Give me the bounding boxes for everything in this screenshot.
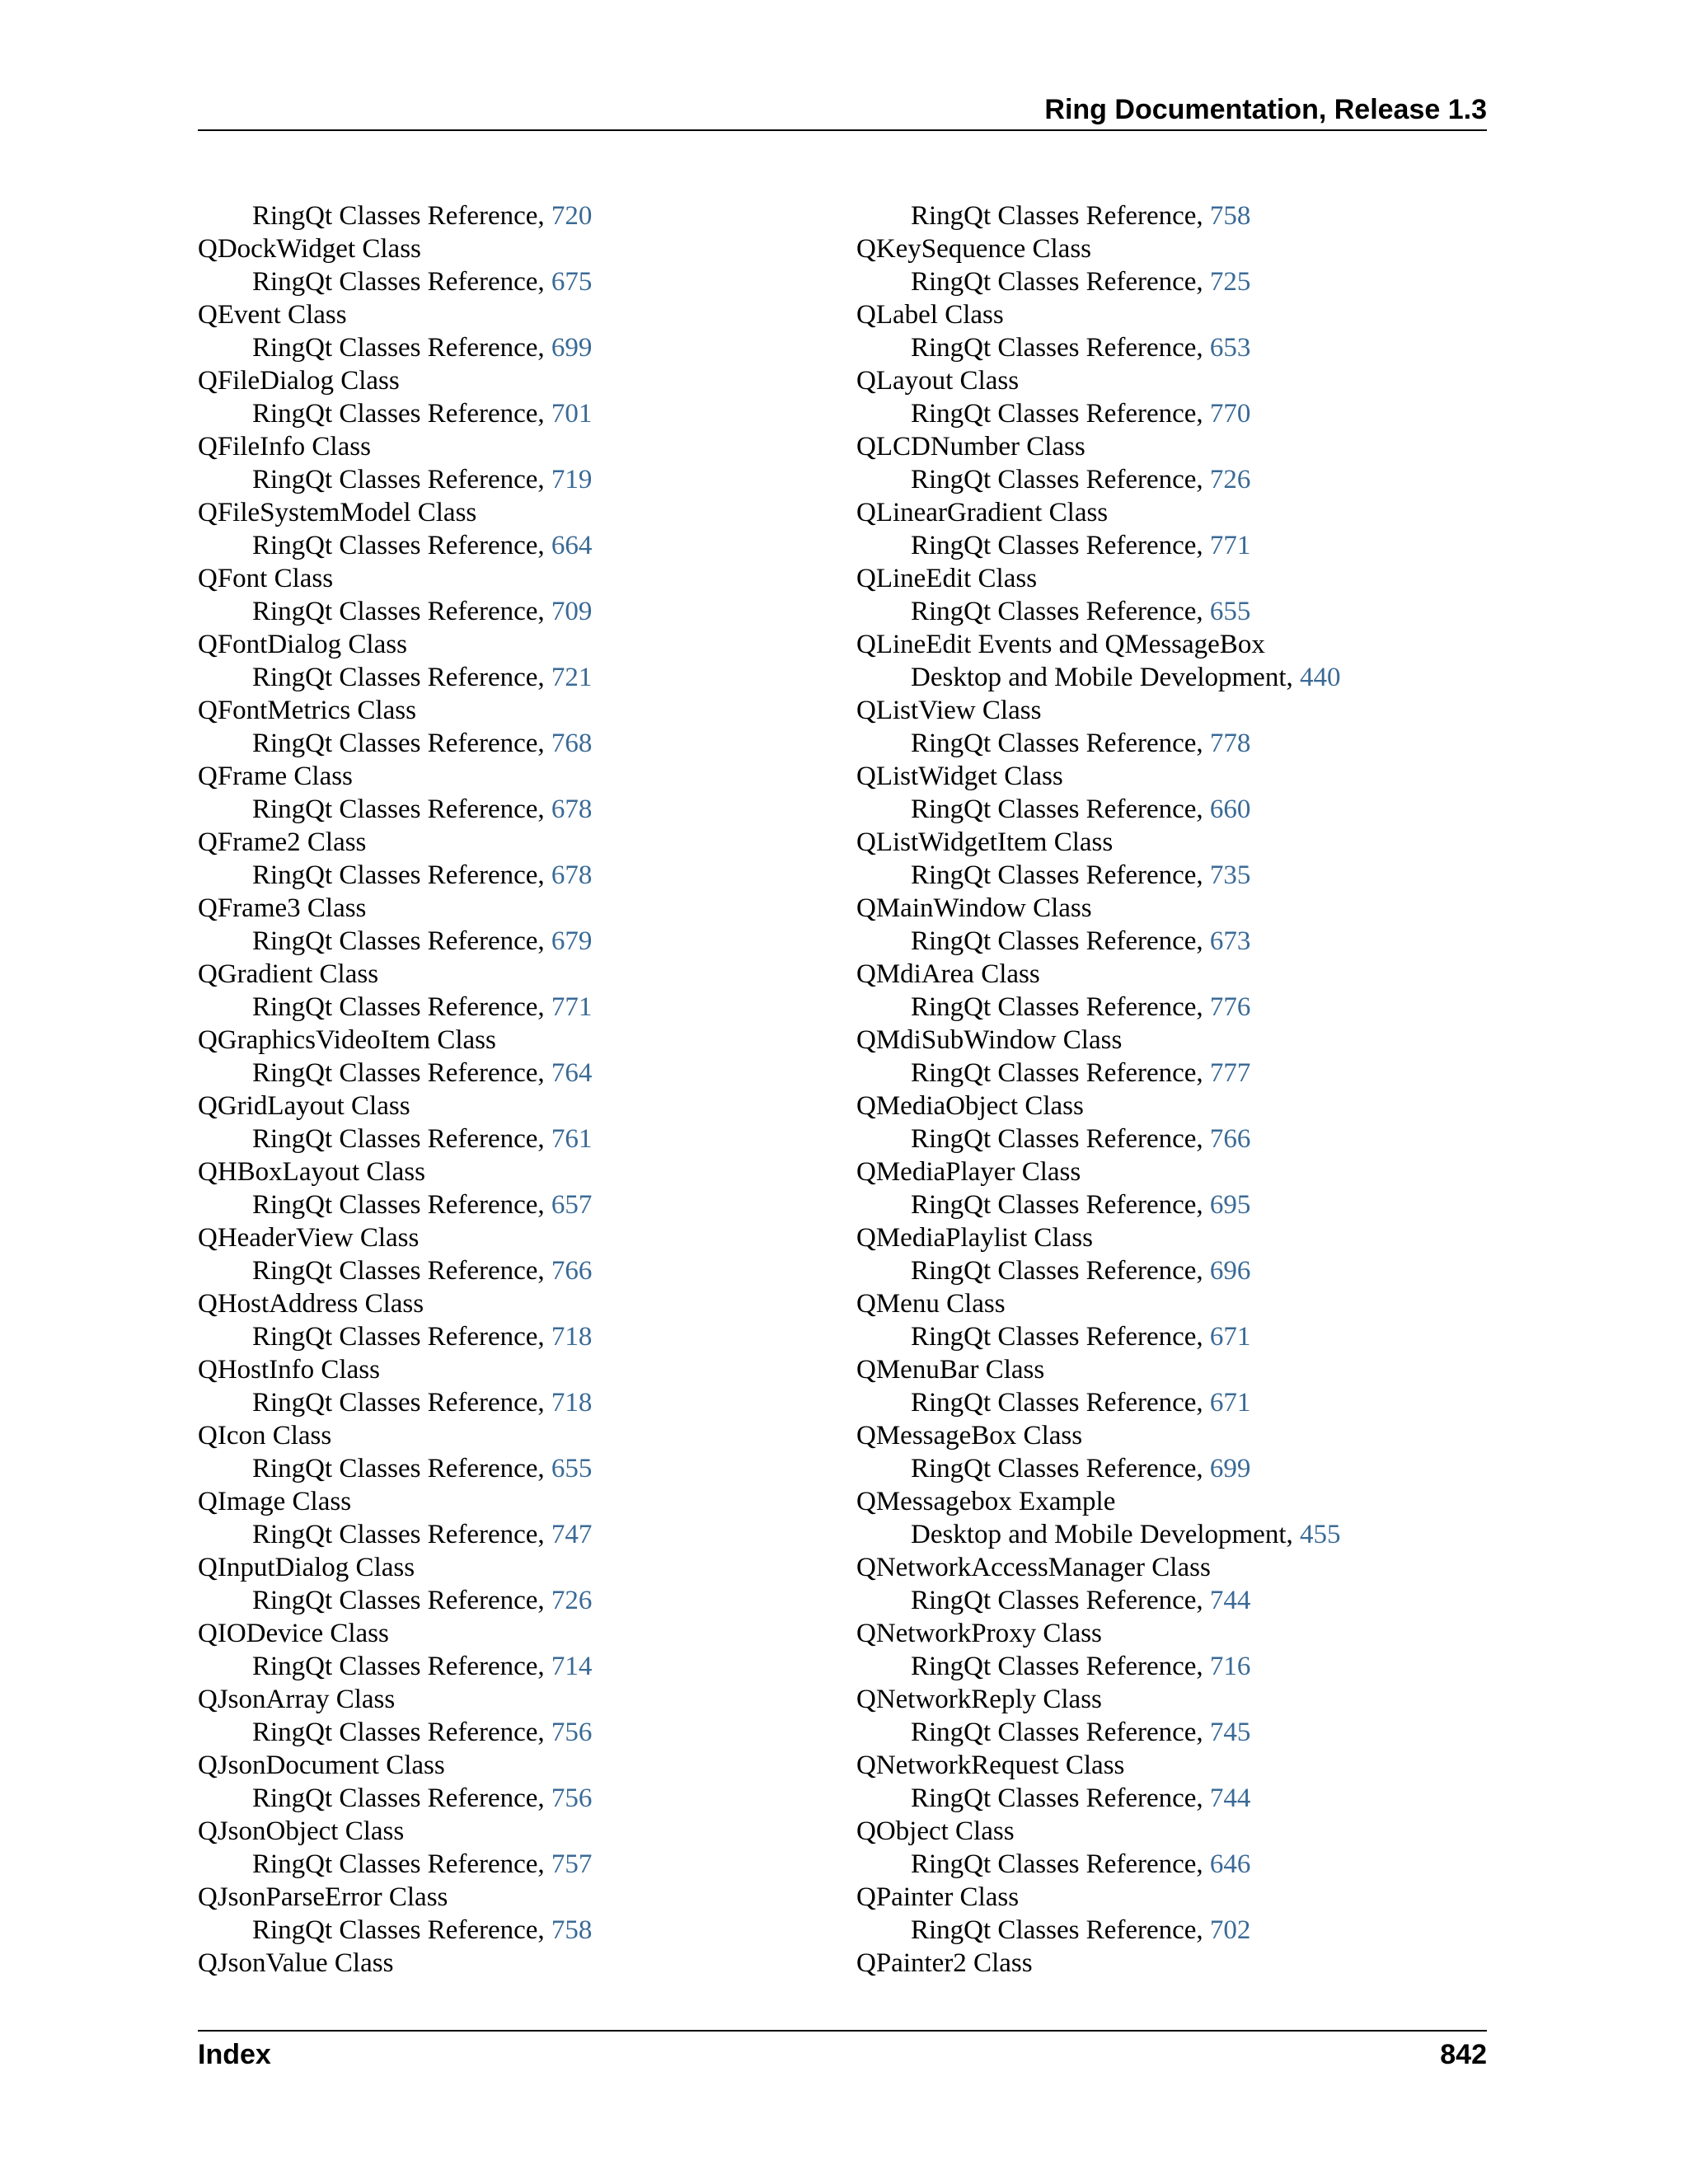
index-reference xyxy=(856,1452,1341,1485)
reference-label: RingQt Classes Reference, xyxy=(911,926,1210,956)
index-column-left xyxy=(198,199,592,1980)
index-reference xyxy=(198,1452,592,1485)
page-link[interactable]: 455 xyxy=(1300,1520,1341,1549)
index-reference xyxy=(198,463,592,496)
index-reference xyxy=(198,595,592,628)
index-reference xyxy=(856,859,1341,892)
reference-label: RingQt Classes Reference, xyxy=(911,465,1210,494)
index-entry: QHBoxLayout Class xyxy=(198,1157,425,1187)
index-reference xyxy=(856,793,1341,826)
reference-label: RingQt Classes Reference, xyxy=(911,992,1210,1022)
index-entry: QMdiArea Class xyxy=(856,959,1040,989)
index-reference xyxy=(856,463,1341,496)
index-column-right xyxy=(856,199,1341,1980)
index-reference xyxy=(856,1254,1341,1287)
reference-label: RingQt Classes Reference, xyxy=(252,992,551,1022)
page-link[interactable]: 721 xyxy=(551,663,593,692)
footer-rule xyxy=(198,2030,1487,2032)
reference-label: RingQt Classes Reference, xyxy=(252,267,551,297)
index-entry: QJsonParseError Class xyxy=(198,1882,448,1912)
index-reference xyxy=(198,1122,592,1155)
reference-label: RingQt Classes Reference, xyxy=(252,1322,551,1352)
page-link[interactable]: 671 xyxy=(1209,1322,1251,1352)
page-link[interactable]: 655 xyxy=(551,1454,593,1483)
footer-section-label: Index xyxy=(198,2039,271,2070)
index-reference xyxy=(198,199,592,232)
reference-label: RingQt Classes Reference, xyxy=(252,201,551,231)
page-link[interactable]: 726 xyxy=(1209,465,1251,494)
reference-label: RingQt Classes Reference, xyxy=(911,1915,1210,1945)
header-rule xyxy=(198,129,1487,131)
index-reference xyxy=(856,1650,1341,1683)
reference-label: RingQt Classes Reference, xyxy=(911,201,1210,231)
index-entry: QMainWindow Class xyxy=(856,893,1092,923)
page-link[interactable]: 657 xyxy=(551,1190,593,1220)
reference-label: RingQt Classes Reference, xyxy=(911,729,1210,758)
page-link[interactable]: 673 xyxy=(1209,926,1251,956)
index-reference xyxy=(856,595,1341,628)
page-link[interactable]: 718 xyxy=(551,1388,593,1418)
index-entry: QFontDialog Class xyxy=(198,630,407,659)
reference-label: RingQt Classes Reference, xyxy=(911,1388,1210,1418)
reference-label: RingQt Classes Reference, xyxy=(252,926,551,956)
page-link[interactable]: 440 xyxy=(1300,663,1341,692)
index-reference xyxy=(856,1914,1341,1947)
page-link[interactable]: 766 xyxy=(551,1256,593,1286)
index-reference xyxy=(198,331,592,364)
reference-label: RingQt Classes Reference, xyxy=(252,1586,551,1615)
index-reference xyxy=(198,1848,592,1881)
index-entry: QFontMetrics Class xyxy=(198,696,416,725)
reference-label: RingQt Classes Reference, xyxy=(252,1058,551,1088)
index-entry: QFileInfo Class xyxy=(198,432,371,462)
reference-label: RingQt Classes Reference, xyxy=(252,531,551,560)
page-link[interactable]: 664 xyxy=(551,531,593,560)
page-link[interactable]: 699 xyxy=(1209,1454,1251,1483)
index-entry: QInputDialog Class xyxy=(198,1553,415,1582)
index-entry: QDockWidget Class xyxy=(198,234,421,264)
page-link[interactable]: 745 xyxy=(1209,1718,1251,1747)
index-reference xyxy=(856,991,1341,1024)
page-link[interactable]: 646 xyxy=(1209,1849,1251,1879)
index-reference xyxy=(856,1584,1341,1617)
reference-label: RingQt Classes Reference, xyxy=(911,1322,1210,1352)
index-reference xyxy=(856,1386,1341,1419)
reference-label: RingQt Classes Reference, xyxy=(911,1718,1210,1747)
page-link[interactable]: 770 xyxy=(1209,399,1251,429)
index-entry: QGradient Class xyxy=(198,959,379,989)
index-entry: QJsonDocument Class xyxy=(198,1750,445,1780)
page-link[interactable]: 757 xyxy=(551,1849,593,1879)
page-link[interactable]: 747 xyxy=(551,1520,593,1549)
index-entry: QHeaderView Class xyxy=(198,1223,420,1253)
page-link[interactable]: 678 xyxy=(551,860,593,890)
reference-label: RingQt Classes Reference, xyxy=(252,1849,551,1879)
reference-label: RingQt Classes Reference, xyxy=(911,1190,1210,1220)
reference-label: RingQt Classes Reference, xyxy=(911,267,1210,297)
reference-label: RingQt Classes Reference, xyxy=(911,399,1210,429)
page-link[interactable]: 744 xyxy=(1209,1586,1251,1615)
index-reference xyxy=(198,1584,592,1617)
index-reference xyxy=(198,991,592,1024)
page-link[interactable]: 778 xyxy=(1209,729,1251,758)
index-entry: QImage Class xyxy=(198,1487,352,1516)
index-reference xyxy=(856,925,1341,958)
reference-label: RingQt Classes Reference, xyxy=(252,1388,551,1418)
reference-label: RingQt Classes Reference, xyxy=(252,1915,551,1945)
index-reference xyxy=(198,1914,592,1947)
index-reference xyxy=(198,529,592,562)
index-reference xyxy=(856,1188,1341,1221)
reference-label: RingQt Classes Reference, xyxy=(911,1586,1210,1615)
index-reference xyxy=(856,397,1341,430)
reference-label: RingQt Classes Reference, xyxy=(252,1652,551,1681)
index-entry: QPainter Class xyxy=(856,1882,1020,1912)
page-link[interactable]: 716 xyxy=(1209,1652,1251,1681)
running-header-title: Ring Documentation, Release 1.3 xyxy=(1044,94,1487,125)
index-entry: QKeySequence Class xyxy=(856,234,1092,264)
index-reference xyxy=(198,1386,592,1419)
index-entry: QLabel Class xyxy=(856,300,1004,330)
index-reference xyxy=(856,1848,1341,1881)
page-link[interactable]: 776 xyxy=(1209,992,1251,1022)
index-entry: QFrame3 Class xyxy=(198,893,367,923)
index-entry: QJsonValue Class xyxy=(198,1948,394,1978)
index-reference xyxy=(856,1518,1341,1551)
page-link[interactable]: 671 xyxy=(1209,1388,1251,1418)
reference-label: RingQt Classes Reference, xyxy=(911,333,1210,363)
reference-label: RingQt Classes Reference, xyxy=(252,1718,551,1747)
reference-label: RingQt Classes Reference, xyxy=(911,1256,1210,1286)
index-reference xyxy=(198,859,592,892)
reference-label: Desktop and Mobile Development, xyxy=(911,663,1300,692)
index-reference xyxy=(856,199,1341,232)
index-entry: QObject Class xyxy=(856,1816,1015,1846)
index-reference xyxy=(198,661,592,694)
page-link[interactable]: 655 xyxy=(1209,597,1251,626)
index-entry: QFont Class xyxy=(198,564,334,593)
reference-label: RingQt Classes Reference, xyxy=(252,333,551,363)
index-entry: QFileSystemModel Class xyxy=(198,498,477,527)
page-link[interactable]: 660 xyxy=(1209,794,1251,824)
page-link[interactable]: 725 xyxy=(1209,267,1251,297)
index-entry: QJsonObject Class xyxy=(198,1816,405,1846)
page-link[interactable]: 771 xyxy=(1209,531,1251,560)
index-entry: QIODevice Class xyxy=(198,1619,389,1648)
reference-label: RingQt Classes Reference, xyxy=(252,1783,551,1813)
reference-label: RingQt Classes Reference, xyxy=(252,597,551,626)
page-link[interactable]: 699 xyxy=(551,333,593,363)
index-reference xyxy=(198,397,592,430)
index-reference xyxy=(198,1518,592,1551)
reference-label: RingQt Classes Reference, xyxy=(911,1849,1210,1879)
index-entry: QFrame Class xyxy=(198,762,353,791)
page-link[interactable]: 758 xyxy=(551,1915,593,1945)
reference-label: RingQt Classes Reference, xyxy=(252,1190,551,1220)
index-entry: QLCDNumber Class xyxy=(856,432,1085,462)
page-link[interactable]: 718 xyxy=(551,1322,593,1352)
index-entry: QMediaPlayer Class xyxy=(856,1157,1081,1187)
page-link[interactable]: 756 xyxy=(551,1783,593,1813)
index-entry: QListView Class xyxy=(856,696,1042,725)
index-reference xyxy=(198,1782,592,1815)
index-entry: QLayout Class xyxy=(856,366,1020,396)
reference-label: RingQt Classes Reference, xyxy=(911,1124,1210,1154)
index-entry: QNetworkRequest Class xyxy=(856,1750,1125,1780)
index-reference xyxy=(856,1122,1341,1155)
index-reference xyxy=(198,925,592,958)
index-entry: QGridLayout Class xyxy=(198,1091,410,1121)
page-link[interactable]: 735 xyxy=(1209,860,1251,890)
reference-label: RingQt Classes Reference, xyxy=(252,663,551,692)
page-link[interactable]: 764 xyxy=(551,1058,593,1088)
index-reference xyxy=(198,1320,592,1353)
index-entry: QNetworkAccessManager Class xyxy=(856,1553,1211,1582)
index-reference xyxy=(856,529,1341,562)
page-link[interactable]: 709 xyxy=(551,597,593,626)
index-entry: QMessagebox Example xyxy=(856,1487,1116,1516)
footer-page-number: 842 xyxy=(1440,2039,1487,2070)
page-link[interactable]: 675 xyxy=(551,267,593,297)
page-link[interactable]: 756 xyxy=(551,1718,593,1747)
page-link[interactable]: 761 xyxy=(551,1124,593,1154)
page-link[interactable]: 766 xyxy=(1209,1124,1251,1154)
index-entry: QMediaPlaylist Class xyxy=(856,1223,1093,1253)
page-link[interactable]: 653 xyxy=(1209,333,1251,363)
reference-label: RingQt Classes Reference, xyxy=(252,1454,551,1483)
index-reference xyxy=(198,1650,592,1683)
page-link[interactable]: 726 xyxy=(551,1586,593,1615)
index-reference xyxy=(856,727,1341,760)
index-entry: QFrame2 Class xyxy=(198,827,367,857)
index-reference xyxy=(856,1716,1341,1749)
page-link[interactable]: 714 xyxy=(551,1652,593,1681)
index-reference xyxy=(198,1188,592,1221)
index-reference xyxy=(198,1716,592,1749)
index-reference xyxy=(856,265,1341,298)
page-link[interactable]: 696 xyxy=(1209,1256,1251,1286)
page-link[interactable]: 679 xyxy=(551,926,593,956)
index-entry: QPainter2 Class xyxy=(856,1948,1033,1978)
index-reference xyxy=(856,1057,1341,1090)
index-reference xyxy=(856,661,1341,694)
reference-label: RingQt Classes Reference, xyxy=(911,794,1210,824)
page-link[interactable]: 678 xyxy=(551,794,593,824)
index-reference xyxy=(856,1782,1341,1815)
page-link[interactable]: 777 xyxy=(1209,1058,1251,1088)
page-link[interactable]: 720 xyxy=(551,201,593,231)
index-entry: QHostAddress Class xyxy=(198,1289,424,1319)
page-link[interactable]: 695 xyxy=(1209,1190,1251,1220)
index-entry: QLineEdit Events and QMessageBox xyxy=(856,630,1265,659)
index-reference xyxy=(198,265,592,298)
reference-label: RingQt Classes Reference, xyxy=(911,597,1210,626)
reference-label: RingQt Classes Reference, xyxy=(911,1454,1210,1483)
page-link[interactable]: 719 xyxy=(551,465,593,494)
reference-label: RingQt Classes Reference, xyxy=(911,1058,1210,1088)
index-entry: QLinearGradient Class xyxy=(856,498,1109,527)
index-entry: QListWidget Class xyxy=(856,762,1063,791)
index-reference xyxy=(198,727,592,760)
index-entry: QJsonArray Class xyxy=(198,1685,396,1714)
index-reference xyxy=(198,793,592,826)
index-entry: QMenuBar Class xyxy=(856,1355,1045,1385)
index-reference xyxy=(856,1320,1341,1353)
reference-label: RingQt Classes Reference, xyxy=(911,860,1210,890)
index-entry: QMediaObject Class xyxy=(856,1091,1084,1121)
reference-label: RingQt Classes Reference, xyxy=(252,465,551,494)
index-reference xyxy=(198,1057,592,1090)
reference-label: RingQt Classes Reference, xyxy=(911,1652,1210,1681)
reference-label: RingQt Classes Reference, xyxy=(252,1256,551,1286)
index-entry: QGraphicsVideoItem Class xyxy=(198,1025,496,1055)
index-entry: QMdiSubWindow Class xyxy=(856,1025,1123,1055)
index-entry: QNetworkReply Class xyxy=(856,1685,1102,1714)
reference-label: RingQt Classes Reference, xyxy=(252,794,551,824)
index-entry: QMessageBox Class xyxy=(856,1421,1083,1451)
reference-label: RingQt Classes Reference, xyxy=(252,1124,551,1154)
reference-label: RingQt Classes Reference, xyxy=(911,531,1210,560)
index-entry: QNetworkProxy Class xyxy=(856,1619,1102,1648)
page-link[interactable]: 701 xyxy=(551,399,593,429)
index-entry: QLineEdit Class xyxy=(856,564,1038,593)
page-link[interactable]: 758 xyxy=(1209,201,1251,231)
index-entry: QIcon Class xyxy=(198,1421,332,1451)
index-entry: QHostInfo Class xyxy=(198,1355,380,1385)
index-entry: QEvent Class xyxy=(198,300,347,330)
index-reference xyxy=(856,331,1341,364)
page-link[interactable]: 702 xyxy=(1209,1915,1251,1945)
index-entry: QFileDialog Class xyxy=(198,366,400,396)
reference-label: RingQt Classes Reference, xyxy=(252,399,551,429)
reference-label: RingQt Classes Reference, xyxy=(911,1783,1210,1813)
page-link[interactable]: 771 xyxy=(551,992,593,1022)
index-reference xyxy=(198,1254,592,1287)
reference-label: RingQt Classes Reference, xyxy=(252,860,551,890)
reference-label: RingQt Classes Reference, xyxy=(252,729,551,758)
index-entry: QMenu Class xyxy=(856,1289,1006,1319)
reference-label: RingQt Classes Reference, xyxy=(252,1520,551,1549)
index-entry: QListWidgetItem Class xyxy=(856,827,1114,857)
reference-label: Desktop and Mobile Development, xyxy=(911,1520,1300,1549)
page-link[interactable]: 744 xyxy=(1209,1783,1251,1813)
page-link[interactable]: 768 xyxy=(551,729,593,758)
